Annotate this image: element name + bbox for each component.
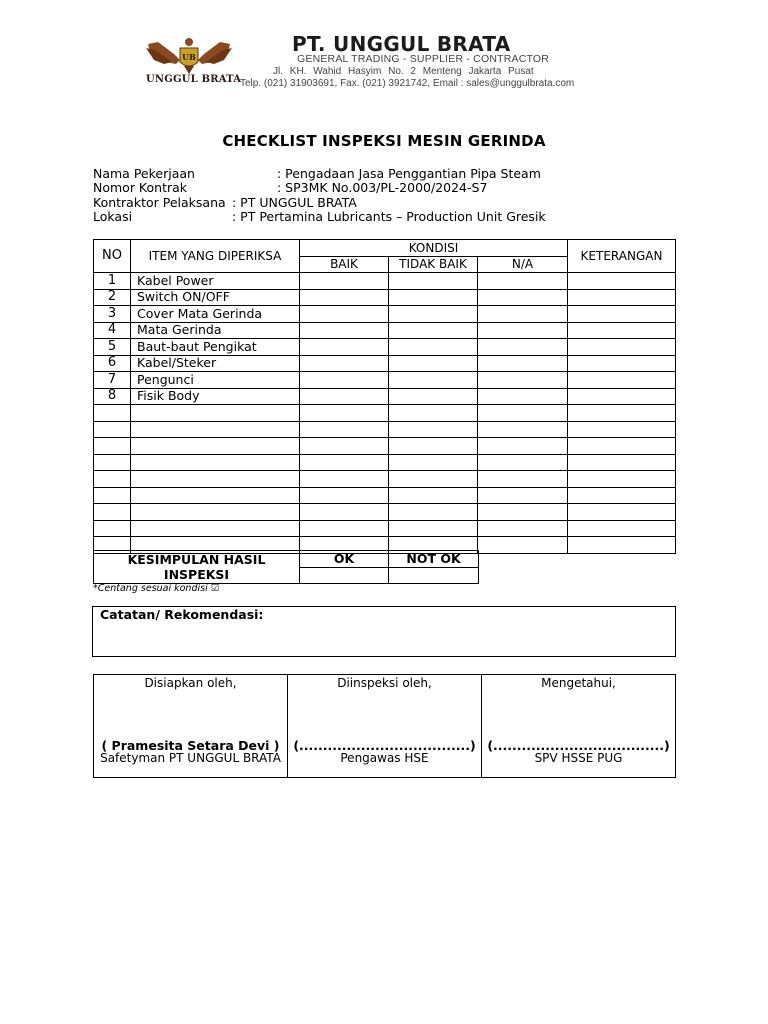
- keterangan-cell[interactable]: [568, 405, 676, 422]
- row-item: [131, 405, 300, 422]
- notes-label: Catatan/ Rekomendasi:: [100, 607, 264, 622]
- header-keterangan: KETERANGAN: [568, 240, 676, 273]
- check-tidak-baik-cell[interactable]: [389, 289, 478, 306]
- check-baik-cell[interactable]: [300, 421, 389, 438]
- check-na-cell[interactable]: [478, 289, 568, 306]
- footnote: *Centang sesuai kondisi ☑: [93, 583, 220, 594]
- row-item: Kabel/Steker: [131, 355, 300, 372]
- keterangan-cell[interactable]: [568, 388, 676, 405]
- notes-field[interactable]: [92, 606, 676, 657]
- check-baik-cell[interactable]: [300, 487, 389, 504]
- signature-acknowledged: [482, 675, 676, 778]
- keterangan-cell[interactable]: [568, 504, 676, 521]
- info-label: Nama Pekerjaan: [93, 166, 195, 181]
- row-item: Baut-baut Pengikat: [131, 339, 300, 356]
- keterangan-cell[interactable]: [568, 273, 676, 290]
- table-row: [94, 388, 676, 405]
- row-number: [94, 438, 131, 455]
- table-row: [94, 339, 676, 356]
- check-na-cell[interactable]: [478, 471, 568, 488]
- header-item: ITEM YANG DIPERIKSA: [131, 240, 300, 273]
- row-number: [94, 520, 131, 537]
- signature-position: Pengawas HSE: [340, 751, 429, 765]
- row-item: Cover Mata Gerinda: [131, 306, 300, 323]
- row-number: [94, 421, 131, 438]
- info-value: : PT UNGGUL BRATA: [232, 194, 357, 210]
- check-na-cell[interactable]: [478, 322, 568, 339]
- signature-role: Disiapkan oleh,: [144, 676, 237, 690]
- table-row: [94, 306, 676, 323]
- row-number: 4: [94, 322, 131, 339]
- check-baik-cell[interactable]: [300, 372, 389, 389]
- signature-role: Diinspeksi oleh,: [337, 676, 432, 690]
- keterangan-cell[interactable]: [568, 438, 676, 455]
- table-row: [94, 438, 676, 455]
- row-item: Pengunci: [131, 372, 300, 389]
- header-tidak-baik: TIDAK BAIK: [389, 256, 478, 273]
- check-tidak-baik-cell[interactable]: [389, 487, 478, 504]
- table-row: [94, 454, 676, 471]
- info-value: : PT Pertamina Lubricants – Production Unit Gresik: [232, 209, 546, 225]
- row-number: 5: [94, 339, 131, 356]
- row-item: Switch ON/OFF: [131, 289, 300, 306]
- signature-prepared: [94, 675, 288, 778]
- row-number: 1: [94, 273, 131, 290]
- row-number: 3: [94, 306, 131, 323]
- row-number: [94, 405, 131, 422]
- check-baik-cell[interactable]: [300, 306, 389, 323]
- table-row: [94, 405, 676, 422]
- table-row: [94, 355, 676, 372]
- check-tidak-baik-cell[interactable]: [389, 322, 478, 339]
- check-baik-cell[interactable]: [300, 339, 389, 356]
- check-tidak-baik-cell[interactable]: [389, 372, 478, 389]
- keterangan-cell[interactable]: [568, 306, 676, 323]
- table-row: [94, 471, 676, 488]
- row-item: Fisik Body: [131, 388, 300, 405]
- check-tidak-baik-cell[interactable]: [389, 405, 478, 422]
- check-na-cell[interactable]: [478, 405, 568, 422]
- info-label: Nomor Kontrak: [93, 180, 188, 196]
- row-number: 2: [94, 289, 131, 306]
- check-na-cell[interactable]: [478, 520, 568, 537]
- table-row: [94, 322, 676, 339]
- table-header-row: [94, 240, 676, 257]
- check-na-cell[interactable]: [478, 372, 568, 389]
- row-number: 6: [94, 355, 131, 372]
- check-baik-cell[interactable]: [300, 438, 389, 455]
- row-item: [131, 520, 300, 537]
- logo-monogram: UB: [182, 52, 196, 62]
- check-na-cell[interactable]: [478, 339, 568, 356]
- row-number: 7: [94, 372, 131, 389]
- info-label: Lokasi: [93, 209, 133, 225]
- inspection-summary: [93, 550, 479, 584]
- header-kondisi: KONDISI: [300, 240, 568, 257]
- check-baik-cell[interactable]: [300, 322, 389, 339]
- signature-role: Mengetahui,: [541, 676, 616, 690]
- check-tidak-baik-cell[interactable]: [389, 520, 478, 537]
- check-na-cell[interactable]: [478, 487, 568, 504]
- table-row: [94, 372, 676, 389]
- row-item: [131, 504, 300, 521]
- row-item: Mata Gerinda: [131, 322, 300, 339]
- company-name: PT. UNGGUL BRATA: [292, 32, 511, 56]
- check-tidak-baik-cell[interactable]: [389, 306, 478, 323]
- check-baik-cell[interactable]: [300, 454, 389, 471]
- keterangan-cell[interactable]: [568, 372, 676, 389]
- check-tidak-baik-cell[interactable]: [389, 421, 478, 438]
- check-na-cell[interactable]: [478, 537, 568, 554]
- row-number: 8: [94, 388, 131, 405]
- row-item: [131, 471, 300, 488]
- keterangan-cell[interactable]: [568, 471, 676, 488]
- check-na-cell[interactable]: [478, 273, 568, 290]
- row-number: [94, 487, 131, 504]
- check-tidak-baik-cell[interactable]: [389, 504, 478, 521]
- check-na-cell[interactable]: [478, 421, 568, 438]
- table-row: [94, 520, 676, 537]
- check-na-cell[interactable]: [478, 454, 568, 471]
- table-row: [94, 273, 676, 290]
- check-baik-cell[interactable]: [300, 471, 389, 488]
- summary-label: KESIMPULAN HASIL INSPEKSI: [94, 551, 300, 584]
- check-baik-cell[interactable]: [300, 355, 389, 372]
- keterangan-cell[interactable]: [568, 289, 676, 306]
- logo-caption: UNGGUL BRATA: [146, 74, 242, 85]
- row-item: [131, 421, 300, 438]
- check-na-cell[interactable]: [478, 306, 568, 323]
- check-tidak-baik-cell[interactable]: [389, 438, 478, 455]
- info-value: : Pengadaan Jasa Penggantian Pipa Steam: [277, 166, 541, 181]
- table-row: [94, 421, 676, 438]
- row-item: [131, 487, 300, 504]
- check-baik-cell[interactable]: [300, 289, 389, 306]
- table-row: [94, 504, 676, 521]
- signature-table: [93, 674, 676, 778]
- check-na-cell[interactable]: [478, 388, 568, 405]
- keterangan-cell[interactable]: [568, 339, 676, 356]
- check-tidak-baik-cell[interactable]: [389, 339, 478, 356]
- summary-ok-checkbox[interactable]: [300, 567, 389, 584]
- check-na-cell[interactable]: [478, 504, 568, 521]
- check-baik-cell[interactable]: [300, 520, 389, 537]
- checklist-table: [93, 239, 676, 554]
- signature-name: (....................................): [487, 738, 670, 753]
- signature-name: (....................................): [293, 738, 476, 753]
- row-item: [131, 454, 300, 471]
- keterangan-cell[interactable]: [568, 454, 676, 471]
- summary-not-ok-label: NOT OK: [389, 551, 479, 568]
- keterangan-cell[interactable]: [568, 421, 676, 438]
- check-tidak-baik-cell[interactable]: [389, 388, 478, 405]
- keterangan-cell[interactable]: [568, 355, 676, 372]
- check-tidak-baik-cell[interactable]: [389, 273, 478, 290]
- info-value: : SP3MK No.003/PL-2000/2024-S7: [277, 180, 488, 196]
- keterangan-cell[interactable]: [568, 487, 676, 504]
- row-item: [131, 438, 300, 455]
- row-number: [94, 454, 131, 471]
- signature-position: SPV HSSE PUG: [534, 751, 623, 765]
- check-tidak-baik-cell[interactable]: [389, 355, 478, 372]
- header-na: N/A: [478, 256, 568, 273]
- keterangan-cell[interactable]: [568, 322, 676, 339]
- row-item: Kabel Power: [131, 273, 300, 290]
- info-label: Kontraktor Pelaksana: [93, 194, 226, 210]
- check-na-cell[interactable]: [478, 438, 568, 455]
- row-number: [94, 504, 131, 521]
- signature-inspected: [288, 675, 482, 778]
- header-no: NO: [94, 240, 131, 273]
- company-contact: Telp. (021) 31903691, Fax. (021) 3921742, Email : sales@unggulbrata.com: [240, 78, 575, 89]
- check-baik-cell[interactable]: [300, 405, 389, 422]
- signature-position: Safetyman PT UNGGUL BRATA: [100, 751, 281, 765]
- signature-name: ( Pramesita Setara Devi ): [101, 738, 280, 753]
- row-number: [94, 471, 131, 488]
- check-na-cell[interactable]: [478, 355, 568, 372]
- header-baik: BAIK: [300, 256, 389, 273]
- table-row: [94, 487, 676, 504]
- company-tagline: GENERAL TRADING - SUPPLIER - CONTRACTOR: [297, 53, 550, 65]
- document-title: CHECKLIST INSPEKSI MESIN GERINDA: [222, 132, 546, 150]
- summary-not-ok-checkbox[interactable]: [389, 567, 479, 584]
- check-tidak-baik-cell[interactable]: [389, 454, 478, 471]
- check-baik-cell[interactable]: [300, 388, 389, 405]
- keterangan-cell[interactable]: [568, 537, 676, 554]
- company-address: Jl. KH. Wahid Hasyim No. 2 Menteng Jakarta Pusat: [273, 66, 534, 77]
- check-baik-cell[interactable]: [300, 273, 389, 290]
- check-baik-cell[interactable]: [300, 504, 389, 521]
- keterangan-cell[interactable]: [568, 520, 676, 537]
- summary-ok-label: OK: [300, 551, 389, 568]
- check-tidak-baik-cell[interactable]: [389, 471, 478, 488]
- table-row: [94, 289, 676, 306]
